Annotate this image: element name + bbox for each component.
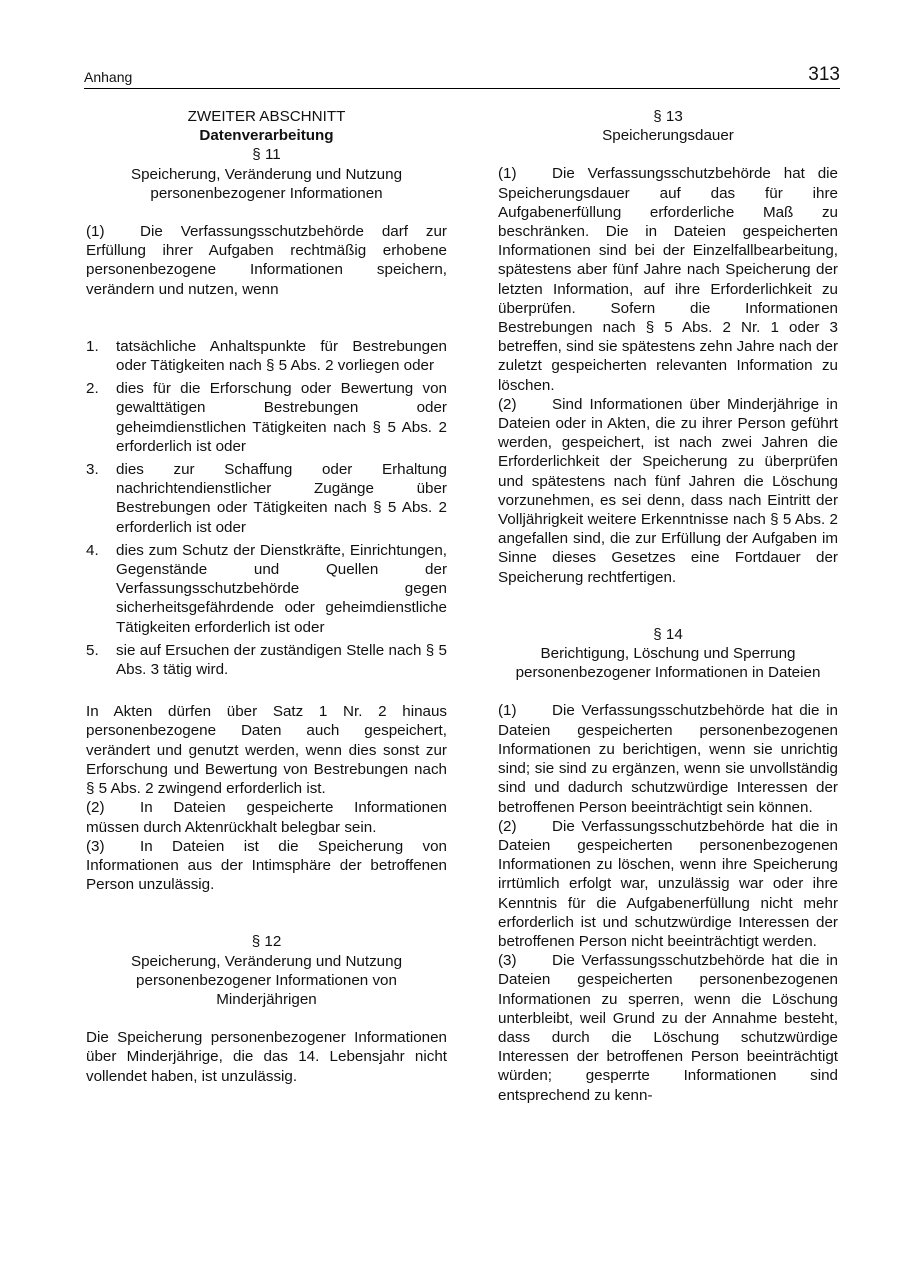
page-header [84,62,840,89]
para-label: (2) [86,799,105,817]
section-13-para-1 [498,164,838,394]
list-item: 3. dies zur Schaffung oder Erhaltung nachrichtendienstlicher Zugänge über Bestrebungen oder Tätigkeiten nach § 5 Abs. 2 erforderlich ist oder [86,461,447,536]
list-item: 1. tatsächliche Anhaltspunkte für Bestrebungen oder Tätigkeiten nach § 5 Abs. 2 vorliegen oder [86,337,447,375]
left-column [86,107,447,1086]
section-11-para-2 [86,798,447,836]
section-13-number: § 13 [653,108,683,125]
section-12-title-line3: Minderjährigen [216,990,317,1008]
para-label: (1) [86,223,105,241]
section-14-para-3 [498,951,838,1105]
section-12-text: Die Speicherung personenbezogener Informationen über Minderjährige, die das 14. Lebensjahr nicht vollendet haben, ist unzulässig. [86,1029,447,1085]
section-11-title-line2: personenbezogener Informationen [150,184,383,202]
para-text: Die Verfassungsschutzbehörde darf zur Erfüllung ihrer Aufgaben rechtmäßig erhobene personenbezogene Informationen speichern, verändern und nutzen, wenn [86,223,447,298]
list-item: 2. dies für die Erforschung oder Bewertung von gewalttätigen Bestrebungen oder geheimdienstlichen Tätigkeiten nach § 5 Abs. 2 erforderlich ist oder [86,380,447,455]
section-12-title-line1: Speicherung, Veränderung und Nutzung [130,952,403,970]
section-11-number: § 11 [252,146,281,164]
section-14-title-line2: personenbezogener Informationen in Dateien [515,664,821,682]
para-label: (3) [498,952,517,970]
section-14-title-line1: Berichtigung, Löschung und Sperrung [540,645,796,663]
para-text: Sind Informationen über Minderjährige in Dateien oder in Akten, die zu ihrer Person geführt werden, gespeichert, ist nach zwei Jahren die Erforderlichkeit der Speicherung zu überprüfen und spätestens nach fünf Jahren die Löschung vorzunehmen, es sei denn, dass nach Eintritt der Volljährigkeit weitere Erkenntnisse nach § 5 Abs. 2 angefallen sind, die zur Erfüllung der Aufgaben im Sinne dieses Gesetzes eine Fortdauer der Speicherung rechtfertigen. [498,395,838,586]
list-item: 4. dies zum Schutz der Dienstkräfte, Einrichtungen, Gegenstände und Quellen der Verfassungsschutzbehörde gegen sicherheitsgefährdende oder geheimdienstliche Tätigkeiten erforderlich ist oder [86,541,447,636]
para-text: In Dateien gespeicherte Informationen müssen durch Aktenrückhalt belegbar sein. [86,799,447,836]
section-14-para-1 [498,701,838,816]
para-label: (2) [498,395,517,413]
para-text: Die Verfassungsschutzbehörde hat die in Dateien gespeicherten personenbezogenen Informationen zu löschen, wenn ihre Speicherung irrtümlich erfolgt war, unzulässig war oder ihre Kenntnis für die Aufgabenerfüllung nicht mehr erforderlich ist und schutzwürdige Interessen der betroffenen Person nicht beeinträchtigt werden. [498,817,838,950]
para-text: Die Verfassungsschutzbehörde hat die in Dateien gespeicherten personenbezogenen Informationen zu berichtigen, wenn sie unrichtig sind; sie sind zu ergänzen, wenn sie unvollständig sind und dadurch schutzwürdige Interessen der betroffenen Person beeinträchtigt sein können. [498,702,838,816]
section-11-para-1 [86,222,447,299]
list-item: 5. sie auf Ersuchen der zuständigen Stelle nach § 5 Abs. 3 tätig wird. [86,641,447,679]
section-11-list [86,337,447,679]
section-13-para-2 [498,395,838,587]
para-label: (2) [498,817,517,835]
para-label: (3) [86,837,105,855]
para-text: In Dateien ist die Speicherung von Informationen aus der Intimsphäre der betroffenen Person unzulässig. [86,837,447,894]
section-12-title-line2: personenbezogener Informationen von [136,971,397,989]
section-13-title: Speicherungsdauer [602,127,734,145]
page-number: 313 [808,64,840,85]
section-14-para-2 [498,817,838,951]
para-label: (1) [498,702,517,720]
section-12-number: § 12 [251,933,282,951]
para-text: Die Verfassungsschutzbehörde hat die in Dateien gespeicherten personenbezogenen Informationen zu sperren, wenn die Löschung unterbleibt, weil Grund zu der Annahme besteht, dass durch die Löschung schutzwürdige Interessen der betroffenen Person beeinträchtigt würden; gesperrte Informationen sind entsprechend zu kenn- [498,952,838,1104]
chapter-heading: ZWEITER ABSCHNITT [187,108,346,125]
running-head: Anhang [84,69,133,85]
right-column [498,107,838,1105]
section-11-para-3 [86,837,447,895]
para-label: (1) [498,165,517,183]
chapter-title: Datenverarbeitung [199,127,334,145]
section-11-continuation: In Akten dürfen über Satz 1 Nr. 2 hinaus personenbezogene Daten auch gespeichert, verändert und genutzt werden, wenn dies sonst zur Erforschung und Bewertung von Bestrebungen nach § 5 Abs. 2 zwingend erforderlich ist. [86,703,447,798]
para-text: Die Verfassungsschutzbehörde hat die Speicherungsdauer auf das für ihre Aufgabenerfüllung erforderliche Maß zu beschränken. Die in Dateien gespeicherten Informationen sind bei der Einzelfallbearbeitung, spätestens aber fünf Jahre nach Speicherung der letzten Information, auf ihre Erforderlichkeit zu überprüfen. Sofern die Informationen Bestrebungen nach § 5 Abs. 2 Nr. 1 oder 3 betreffen, sind sie spätestens zehn Jahre nach der zuletzt gespeicherten relevanten Information zu löschen. [498,165,838,394]
section-11-title-line1: Speicherung, Veränderung und Nutzung [130,165,403,183]
section-14-number: § 14 [653,625,683,643]
